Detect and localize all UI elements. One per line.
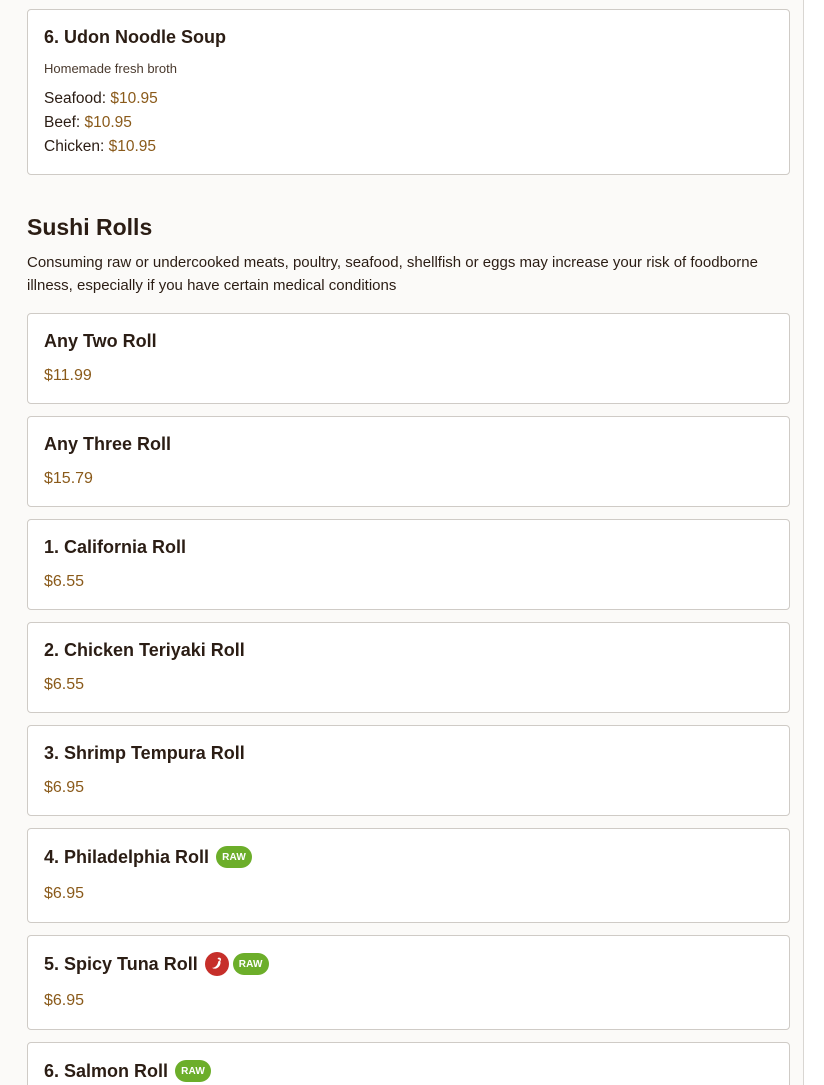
menu-item-california-roll[interactable] <box>27 519 790 610</box>
item-title: 6. Udon Noodle Soup <box>44 27 226 47</box>
raw-badge: RAW <box>175 1060 211 1082</box>
item-price: $6.95 <box>44 885 85 902</box>
item-price: $6.95 <box>44 779 85 796</box>
price-option-chicken: Chicken: $10.95 <box>44 138 157 155</box>
item-price: $15.79 <box>44 470 93 487</box>
section-disclaimer: Consuming raw or undercooked meats, poultry, seafood, shellfish or eggs may increase your risk of foodborne illness, especially if you have certain medical conditions <box>27 254 758 294</box>
menu-item-salmon-roll[interactable] <box>27 1042 790 1085</box>
item-title-row <box>44 951 269 977</box>
spicy-chili-icon <box>205 952 229 976</box>
section-title: Sushi Rolls <box>27 214 153 240</box>
menu-item-any-three-roll[interactable] <box>27 416 790 507</box>
menu-item-chicken-teriyaki-roll[interactable] <box>27 622 790 713</box>
item-title: 2. Chicken Teriyaki Roll <box>44 640 245 660</box>
item-title: 4. Philadelphia Roll <box>44 846 210 867</box>
item-price: $11.99 <box>44 367 92 384</box>
raw-badge: RAW <box>233 953 269 975</box>
menu-item-shrimp-tempura-roll[interactable] <box>27 725 790 816</box>
menu-item-philadelphia-roll[interactable] <box>27 828 790 923</box>
raw-badge: RAW <box>216 846 252 868</box>
item-title: 1. California Roll <box>44 537 187 557</box>
price-option-seafood: Seafood: $10.95 <box>44 90 158 107</box>
item-title: 6. Salmon Roll <box>44 1060 169 1081</box>
item-price: $6.95 <box>44 992 85 1009</box>
item-title-row <box>44 844 252 870</box>
menu-item-udon-noodle-soup[interactable] <box>27 9 790 175</box>
item-description: Homemade fresh broth <box>44 61 177 76</box>
item-title: Any Two Roll <box>44 331 157 351</box>
item-title-row <box>44 1058 211 1084</box>
item-title: 3. Shrimp Tempura Roll <box>44 743 245 763</box>
price-option-beef: Beef: $10.95 <box>44 114 132 131</box>
item-title: 5. Spicy Tuna Roll <box>44 953 198 974</box>
item-title: Any Three Roll <box>44 434 172 454</box>
menu-item-spicy-tuna-roll[interactable] <box>27 935 790 1030</box>
menu-item-any-two-roll[interactable] <box>27 313 790 404</box>
item-price: $6.55 <box>44 573 85 590</box>
item-price: $6.55 <box>44 676 85 693</box>
